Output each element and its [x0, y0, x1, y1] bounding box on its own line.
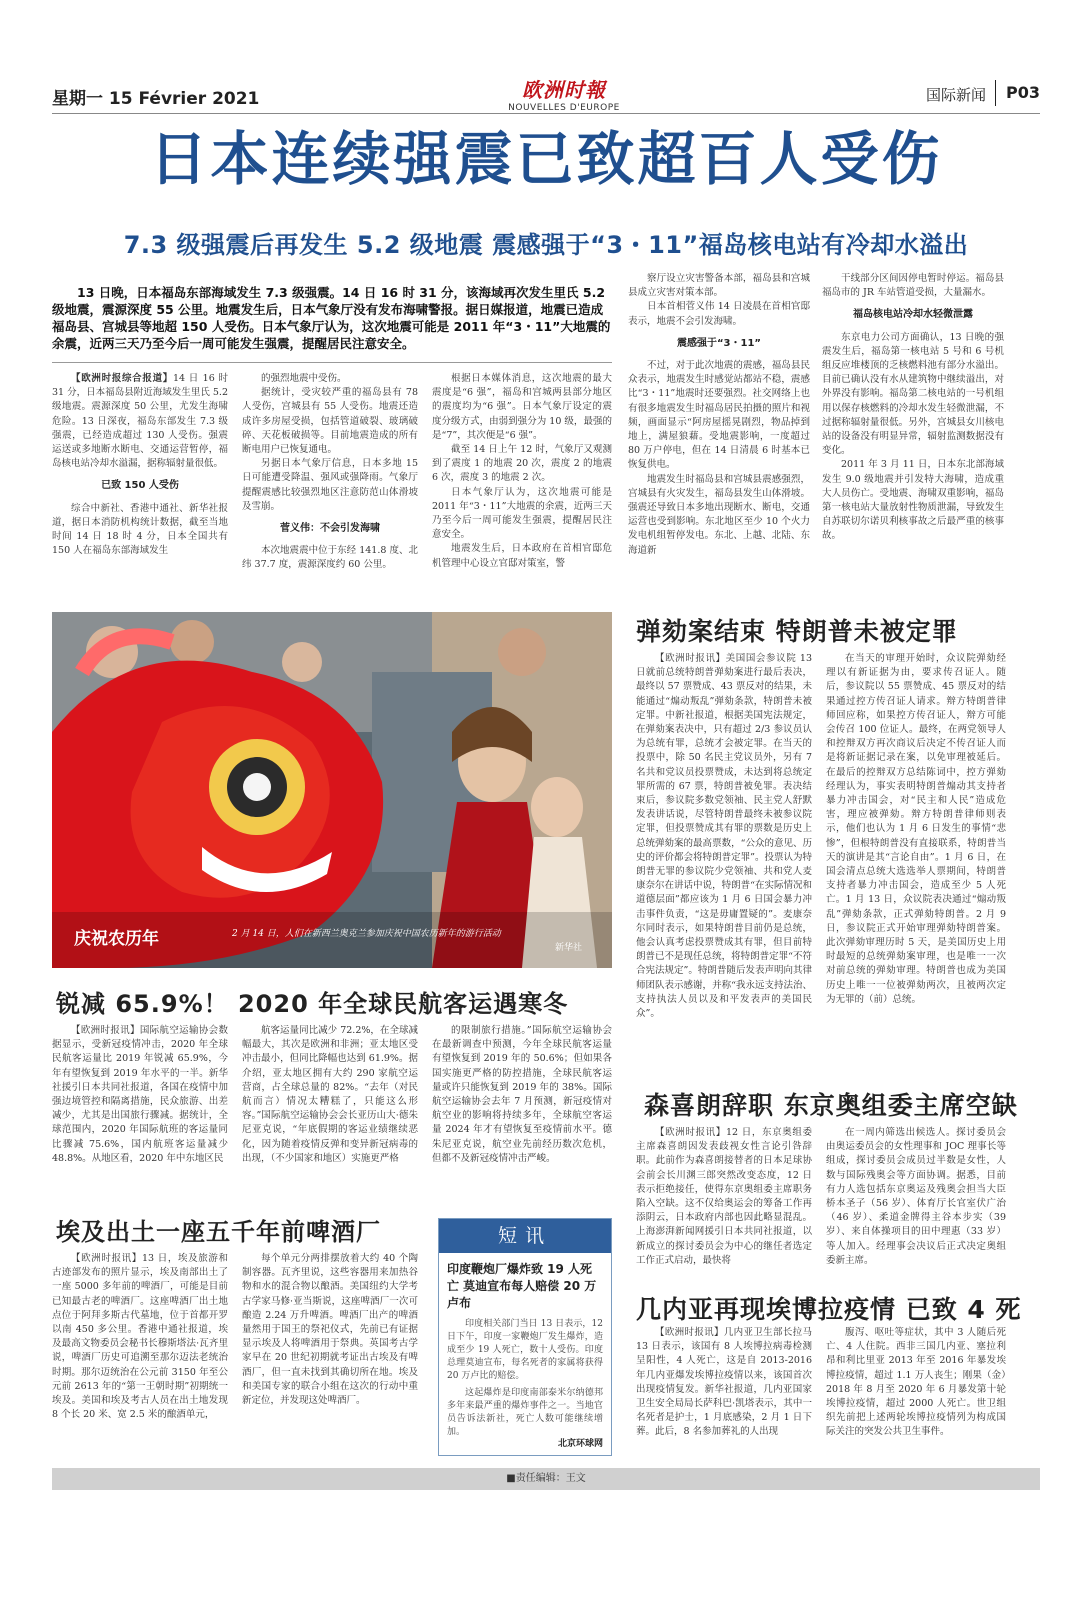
- aviation-column-1: [52, 1024, 228, 1200]
- paragraph: 另据日本气象厅信息，日本多地 15 日可能遭受降温、强风或强降雨。气象厅提醒震感比较强烈地区注意防范山体滑坡及雪崩。: [242, 458, 418, 512]
- paragraph: 根据日本媒体消息，这次地震的最大震度是“6 强”，福岛和宫城两县部分地区的震度均为“6 强”。日本气象厅设定的震度分级方式，由弱到强分为 10 级，最强的是“7”，其次便是“6 强”。: [432, 373, 612, 441]
- quake-column-5: [822, 272, 1004, 598]
- impeachment-column-1: [636, 652, 812, 1076]
- ebola-headline: 几内亚再现埃博拉疫情 已致 4 死: [636, 1295, 1022, 1324]
- news-brief-box: [438, 1218, 612, 1456]
- paragraph: 日本气象厅认为，这次地震可能是 2011 年“3・11”大地震的余震，近两三天乃至今后一周可能发生强震，提醒居民注意安全。: [432, 486, 612, 541]
- subhead: 菅义伟：不会引发海啸: [280, 523, 380, 535]
- lead-summary: 13 日晚，日本福岛东部海域发生 7.3 级强震。14 日 16 时 31 分，该海域再次发生里氏 5.2 级地震，震源深度 55 公里。地震发生后，日本气象厅没有发布海啸警报。据日媒报道，地震已造成福岛县、宫城县等地超 150 人受伤。日本气象厅认为，这次地震可能是 2011 年“3・11”大地震的余震，近两三天乃至今后一周可能发生强震，提醒居民注意安全。: [52, 285, 611, 351]
- quake-column-4: [628, 272, 810, 598]
- lead-divider: [52, 362, 612, 363]
- paragraph: 【欧洲时报讯】12 日，东京奥组委主席森喜朗因发表歧视女性言论引咎辞职。此前作为森喜朗接替者的日本足球协会前会长川渊三郎突然改变态度，12 日表示拒绝接任，使得东京奥组委主席职务陷入空缺。这不仅给奥运会的筹备工作再添阴云，日本政府内部也因此略显混乱。上海澎湃新闻网援引日本共同社报道，以新成立的探讨委员会为中心的继任者选定工作正式启动，最快将: [636, 1127, 812, 1266]
- paragraph: 日本首相菅义伟 14 日凌晨在首相官邸表示，地震不会引发海啸。: [628, 301, 810, 327]
- paragraph: 在当天的审理开始时，众议院弹劾经理以有新证据为由，要求传召证人。随后，参议院以 55 票赞成、45 票反对的结果通过控方传召证人请求。辩方特朗普律师回应称，如果控方传召证人，辩方可能会传召 100 位证人。最终，在两党领导人和控辩双方再次商议后决定不传召证人而是将新证据记录在案，以免审理被延后。在最后的控辩双方总结陈词中，控方弹劾经理认为，事实表明特朗普煽动其支持者暴力冲击国会，对“民主和人民”造成危害，理应被弹劾。辩方特朗普律师则表示，他们也认为 1 月 6 日发生的事情“悲惨”，但根特朗普没有直接联系，特朗普当天的演讲是其“言论自由”。1 月 6 日，在国会清点总统大选选举人票期间，特朗普支持者暴力冲击国会，造成至少 5 人死亡。1 月 13 日，众议院表决通过“煽动叛乱”弹劾条款，正式弹劾特朗普。2 月 9 日，参议院正式开始审理弹劾特朗普案。此次弹劾审理历时 5 天，是美国历史上用时最短的总统弹劾案审理，也是唯一一次对前总统的弹劾审理。特朗普也成为美国历史上唯一一位被弹劾两次，且被两次定为无罪的（前）总统。: [826, 653, 1006, 1005]
- paragraph: 【欧洲时报讯】国际航空运输协会数据显示，受新冠疫情冲击，2020 年全球民航客运量比 2019 年锐减 65.9%，今年有望恢复到 2019 年水平的一半。新华社援引日本共同社报道，各国在疫情中加强边境管控和隔离措施，民众旅游、出差减少，尤其是出国旅行骤减。据统计，全球范围内，2020 年国际航班的客运量同比骤减 75.6%，国内航班客运量减少 48.8%。从地区看，2020 年中东地区民: [52, 1025, 228, 1164]
- olympic-column-2: [826, 1126, 1006, 1282]
- issue-date: 星期一 15 Février 2021: [52, 89, 260, 109]
- subhead: 福岛核电站冷却水轻微泄露: [853, 309, 973, 321]
- paragraph: 据统计，受灾较严重的福岛县有 78 人受伤，宫城县有 55 人受伤。地震还造成许多房屋受损，包括管道破裂、玻璃破碎、天花板破损等。目前地震造成的所有断电用户已恢复通电。: [242, 387, 418, 456]
- photo-caption-title: 庆祝农历年: [74, 929, 159, 949]
- byline: 【欧洲时报综合报道】: [71, 373, 173, 384]
- paragraph: 截至 14 日上午 12 时，气象厅又观测到了震度 1 的地震 20 次，震度 2 的地震 6 次，震度 3 的地震 2 次。: [432, 444, 612, 484]
- subhead: 已致 150 人受伤: [101, 480, 179, 492]
- photo-illustration: [52, 612, 612, 968]
- paragraph: 察厅设立灾害警备本部，福岛县和宫城县成立灾害对策本部。: [628, 273, 810, 299]
- paragraph: 地震发生时福岛县和宫城县震感强烈，宫城县有火灾发生，福岛县发生山体滑坡。强震还导致日本多地出现断水、断电，交通运营也受到影响。东北地区至少 10 个火力发电机组暂停发电。东北、上越、北陆、东海道新: [628, 473, 810, 556]
- brief-paragraph: 印度相关部门当日 13 日表示，12 日下午，印度一家鞭炮厂发生爆炸，造成至少 19 人死亡，数十人受伤。印度总理莫迪宣布，每名死者的家属将获得 20 万卢比的赔偿。: [447, 1319, 603, 1381]
- section-name: 国际新闻: [925, 86, 986, 104]
- photo-caption: 2 月 14 日，人们在新西兰奥克兰参加庆祝中国农历新年的游行活动: [232, 929, 501, 939]
- brief-label: 短讯: [439, 1219, 611, 1253]
- paragraph: 【欧洲时报讯】美国国会参议院 13 日就前总统特朗普弹劾案进行最后表决，最终以 57 票赞成、43 票反对的结果，未能通过“煽动叛乱”弹劾条款，特朗普未被定罪。中新社报道，根据美国宪法规定，在弹劾案表决中，只有超过 2/3 参议员认为总统有罪，总统才会被定罪。在当天的投票中，除 50 名民主党议员外，另有 7 名共和党议员投票赞成，未达到将总统定罪所需的 67 票，特朗普被免罪。表决结束后，参议院多数党领袖、民主党人舒默发表讲话说，尽管特朗普最终未被参议院定罪，但投票赞成其有罪的票数是历史上总统弹劾案的最高票数，“公众的意见、历史的评价都会将特朗普定罪”。投票认为特朗普无罪的参议院少党领袖、共和党人麦康奈尔在讲话中说，特朗普“在实际情况和道德层面”都应该为 1 月 6 日国会暴力冲击事件负责，“这是毋庸置疑的”。麦康奈尔同时表示，如果特朗普目前仍是总统，他会认真考虑投票赞成其有罪，但目前特朗普已不是现任总统，将特朗普定罪“不符合宪法规定”。特朗普随后发表声明向其律师团队表示感谢，并称“我永远支持法治、支持执法人员以及和平发表声的美国民众”。: [636, 653, 812, 1020]
- paragraph: 航客运量同比减少 72.2%，在全球减幅最大，其次是欧洲和非洲；亚太地区受冲击最小，但同比降幅也达到 61.9%。据介绍，亚太地区拥有大约 290 家航空运营商，占全球总量的 82%。“去年（对民航而言）情况太糟糕了，只能这么形容。”国际航空运输协会会长亚历山大·德朱尼亚克说，“年底假期的客运业绩继续恶化，因为随着疫情反弹和变异新冠病毒的出现，（不少国家和地区）实施更严格: [242, 1025, 418, 1164]
- paragraph: 干线部分区间因停电暂时停运。福岛县福岛市的 JR 车站管道受损，大量漏水。: [822, 273, 1004, 299]
- paragraph: 腹泻、呕吐等症状，其中 3 人随后死亡、4 人住院。西非三国几内亚、塞拉利昂和利比里亚 2013 年至 2016 年暴发埃博拉疫情，超过 1.1 万人丧生；刚果（金）2018 年 8 月至 2020 年 6 月暴发第十轮埃博拉疫情，超过 2000 人死亡。世卫组织先前把上述两轮埃博拉疫情列为构成国际关注的突发公共卫生事件。: [826, 1327, 1006, 1438]
- quake-column-1: [52, 372, 228, 598]
- paragraph: 14 日 16 时 31 分，日本福岛县附近海域发生里氏 5.2 级地震。震源深度 50 公里，尤发生海啸危险。13 日深夜，福岛东部发生 7.3 级强震，已经造成超过 130 人受伤。强震运送或多地断水断电、交通运营暂停，福岛核电站冷却水溢漏，据称辐射量很低。: [52, 373, 228, 470]
- ebola-column-2: [826, 1326, 1006, 1460]
- sub-headline: 7.3 级强震后再发生 5.2 级地震 震感强于“3・11”福岛核电站有冷却水溢出: [123, 231, 969, 259]
- brief-paragraph: 这起爆炸是印度南部泰米尔纳德邦多年来最严重的爆炸事件之一。当地官员告诉法新社，死亡人数可能继续增加。: [447, 1388, 603, 1437]
- page-number: P03: [1006, 83, 1040, 102]
- page-header: [52, 78, 1040, 114]
- paragraph: 【欧洲时报讯】几内亚卫生部长拉马 13 日表示，该国有 8 人埃博拉病毒检测呈阳性，4 人死亡，这是自 2013-2016 年几内亚爆发埃博拉疫情以来，该国首次出现疫情复发。新华社报道，几内亚国家卫生安全局局长萨科巴·凯塔表示，其中一名死者是护士，1 月底感染，2 月 1 日下葬。此后，8 名参加葬礼的人出现: [636, 1327, 812, 1438]
- newspaper-logo: [494, 74, 634, 113]
- impeachment-headline: 弹劾案结束 特朗普未被定罪: [636, 617, 958, 646]
- olympic-column-1: [636, 1126, 812, 1282]
- quake-column-3: [432, 372, 612, 598]
- brief-headline: 印度鞭炮厂爆炸致 19 人死亡 莫迪宣布每人赔偿 20 万卢布: [447, 1262, 597, 1310]
- quake-column-2: [242, 372, 418, 598]
- lunar-new-year-photo: [52, 612, 612, 968]
- page-footer: ■责任编辑：王文: [52, 1468, 1040, 1490]
- paragraph: 的限制旅行措施。”国际航空运输协会在最新调查中预测，今年全球民航客运量有望恢复到 2019 年的 50.6%；但如果各国实施更严格的防控措施，全球民航客运量或许只能恢复到 2019 年的 38%。国际航空运输协会去年 7 月预测，新冠疫情对航空业的影响将持续多年，全球航空客运量 2024 年才有望恢复至疫情前水平。德朱尼亚克说，航空业先前经历数次危机，但都不及新冠疫情冲击严峻。: [432, 1025, 612, 1164]
- subhead: 震感强于“3・11”: [676, 337, 762, 349]
- paragraph: 东京电力公司方面确认，13 日晚的强震发生后，福岛第一核电站 5 号和 6 号机组反应堆楼顶的乏核燃料池有部分水溢出。目前已确认没有水从建筑物中继续溢出，对外界没有影响。福岛第二核电站的一号机组用以保存核燃料的冷却水发生轻微泄漏，不过据称辐射量很低。另外，宫城县女川核电站的设备没有明显异常，辐射监测数据没有变化。: [822, 331, 1004, 457]
- egypt-column-2: [242, 1252, 418, 1458]
- paragraph: 地震发生后，日本政府在首相官邸危机管理中心设立官邸对策室，警: [432, 543, 612, 569]
- paragraph: 每个单元分两排摆放着大约 40 个陶制容器。瓦齐里说，这些容器用来加热谷物和水的混合物以酿酒。美国纽约大学考古学家马修·亚当斯说，这座啤酒厂一次可酿造 2.24 万升啤酒。啤酒厂出产的啤酒量然用于国王的祭祀仪式，先前已有证据显示埃及人将啤酒用于祭典。英国考古学家早在 20 世纪初期就考证出古埃及有啤酒厂，但一直未找到其确切所在地。埃及和美国专家的联合小组在这次的行动中重新定位，并发现这处啤酒厂。: [242, 1253, 418, 1407]
- photo-credit: 新华社: [554, 943, 582, 953]
- olympic-headline: 森喜朗辞职 东京奥组委主席空缺: [644, 1091, 1018, 1120]
- aviation-column-2: [242, 1024, 418, 1200]
- logo-chinese: 欧洲时報: [522, 78, 606, 102]
- brief-source: 北京环球网: [557, 1439, 603, 1449]
- ebola-column-1: [636, 1326, 812, 1460]
- paragraph: 的强烈地震中受伤。: [261, 373, 347, 384]
- egypt-column-1: [52, 1252, 228, 1458]
- header-divider: [995, 80, 996, 106]
- logo-french: NOUVELLES D'EUROPE: [508, 103, 620, 113]
- paragraph: 2011 年 3 月 11 日，日本东北部海域发生 9.0 级地震并引发特大海啸，造成重大人员伤亡。受地震、海啸双重影响，福岛第一核电站大量放射性物质泄漏，导致发生自苏联切尔诺贝利核事故之后最严重的核事故。: [822, 459, 1004, 542]
- aviation-column-3: [432, 1024, 612, 1200]
- paragraph: 【欧洲时报讯】13 日，埃及旅游和古迹部发布的照片显示，埃及南部出土了一座 5000 多年前的啤酒厂，可能是目前已知最古老的啤酒厂。这座啤酒厂出土地点位于阿拜多斯古代墓地，位于首都开罗以南 450 多公里。香港中通社报道，埃及最高文物委员会秘书长穆斯塔法·瓦齐里说，啤酒厂历史可追溯至那尔迈法老统治时期。那尔迈统治在公元前 3150 年至公元前 2613 年的“第一王朝时期”初期统一埃及。美国和埃及考古人员在出土地发现 8 个长 20 米、宽 2.5 米的酿酒单元，: [52, 1253, 228, 1421]
- paragraph: 不过，对于此次地震的震感，福岛县民众表示，地震发生时感觉站都站不稳，震感比“3・11”地震时还要强烈。社交网络上也有很多地震发生时福岛居民拍摄的照片和视频，画面显示“阿房屋摇晃剧烈，物品掉到地上，满屋狼藉。受地震影响，一度超过 80 万户停电，但在 14 日清晨 6 时基本已恢复供电。: [628, 360, 810, 471]
- main-headline: 日本连续强震已致超百人受伤: [149, 125, 943, 193]
- paragraph: 综合中新社、香港中通社、新华社报道，据日本消防机构统计数据，截至当地时间 14 日 18 时 4 分，日本全国共有 150 人在福岛东部海域发生: [52, 502, 228, 557]
- impeachment-column-2: [826, 652, 1006, 1076]
- aviation-headline: 锐减 65.9%！ 2020 年全球民航客运遇寒冬: [56, 990, 569, 1018]
- egypt-headline: 埃及出土一座五千年前啤酒厂: [56, 1218, 381, 1246]
- paragraph: 本次地震震中位于东经 141.8 度、北纬 37.7 度，震源深度约 60 公里。: [242, 545, 418, 571]
- paragraph: 在一周内筛选出候选人。探讨委员会由奥运委员会的女性理事和 JOC 理事长等组成，探讨委员会成员过半数是女性，人数与国际残奥会等方面协调。据悉，目前有力人选包括东京奥运及残奥会担当大臣桥本圣子（56 岁）、体育厅长官室伏广治（46 岁）、柔道金牌得主谷本步实（39 岁）、来自体操项目的田中理惠（33 岁）等人加入。经理事会决议后正式决定奥组委新主席。: [826, 1127, 1006, 1266]
